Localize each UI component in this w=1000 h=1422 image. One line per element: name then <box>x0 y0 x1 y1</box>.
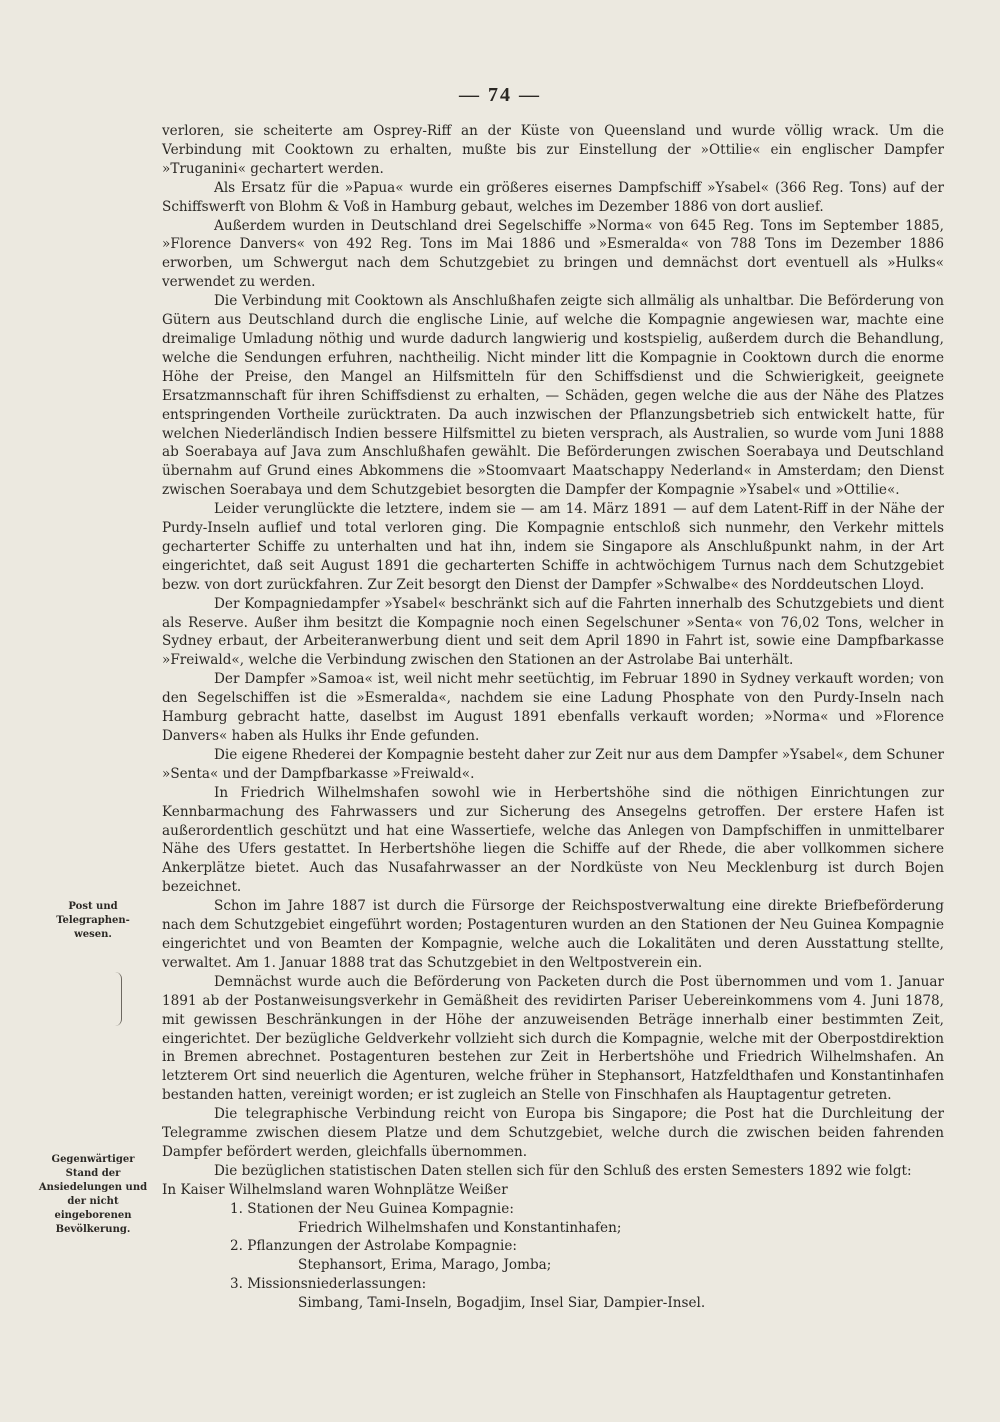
paragraph: Der Kompagniedampfer »Ysabel« beschränkt sich auf die Fahrten innerhalb des Schutzgebiets und dient als Reserve. Außer ihm besitzt die Kompagnie noch einen Segelschuner »Senta« von 76,02 Tons, welcher in Sydney erbaut, der Arbeiteranwerbung dient und seit dem April 1890 in Fahrt ist, sowie eine Dampfbarkasse »Freiwald«, welche die Verbindung zwischen den Stationen an der Astrolabe Bai unterhält. <box>162 595 944 669</box>
paragraph: Außerdem wurden in Deutschland drei Segelschiffe »Norma« von 645 Reg. Tons im September 1885, »Florence Danvers« von 492 Reg. Tons im Mai 1886 und »Esmeralda« von 788 Tons im Dezember 1886 erworben, um Schwergut nach dem Schutzgebiet zu bringen und demnächst dort eventuell als »Hulks« verwendet zu werden. <box>162 217 944 291</box>
body-text <box>162 122 944 1313</box>
list-item-detail: Stephansort, Erima, Marago, Jomba; <box>298 1257 552 1274</box>
paragraph: Als Ersatz für die »Papua« wurde ein größeres eisernes Dampfschiff »Ysabel« (366 Reg. Tons) auf der Schiffswerft von Blohm & Voß in Hamburg gebaut, welches im Dezember 1886 von dort auslief. <box>162 179 944 215</box>
paragraph: Die telegraphische Verbindung reicht von Europa bis Singapore; die Post hat die Durchleitung der Telegramme zwischen diesem Platze und dem Schutzgebiet, welche durch die zwischen beiden fahrenden Dampfer befördert werden, gleichfalls übernommen. <box>162 1106 944 1160</box>
paragraph: Demnächst wurde auch die Beförderung von Packeten durch die Post übernommen und vom 1. Januar 1891 ab der Postanweisungsverkehr in Gemäßheit des revidirten Pariser Uebereinkommens vom 4. Juni 1878, mit gewissen Beschränkungen in der Höhe der anzuweisenden Beträge innerhalb einer bestimmten Zeit, eingerichtet. Der bezügliche Geldverkehr vollzieht sich durch die Kompagnie, welche mit der Oberpostdirektion in Bremen abrechnet. Postagenturen bestehen zur Zeit in Herbertshöhe und Friedrich Wilhelmshafen. An letzterem Ort sind neuerlich die Agenturen, welche früher in Stephansort, Hatzfeldthafen und Konstantinhafen bestanden hatten, vereinigt worden; er ist zugleich an Stelle von Finschhafen als Hauptagentur getreten. <box>162 973 944 1104</box>
paragraph: Leider verunglückte die letztere, indem sie — am 14. März 1891 — auf dem Latent-Riff in der Nähe der Purdy-Inseln auflief und total verloren ging. Die Kompagnie entschloß sich nunmehr, den Verkehr mittels gecharterter Schiffe zu unterhalten und hat ihn, indem sie Singapore als Anschlußpunkt nahm, in der Art eingerichtet, daß seit August 1891 die gecharterten Schiffe in achtwöchigem Turnus nach dem Schutzgebiet bezw. von dort zurückfahren. Zur Zeit besorgt den Dienst der Dampfer »Schwalbe« des Norddeutschen Lloyd. <box>162 501 944 593</box>
list-item-detail: Simbang, Tami-Inseln, Bogadjim, Insel Siar, Dampier-Insel. <box>298 1295 706 1312</box>
list-item-label: 2. Pflanzungen der Astrolabe Kompagnie: <box>230 1238 517 1255</box>
list-heading: In Kaiser Wilhelmsland waren Wohnplätze Weißer <box>162 1181 508 1198</box>
margin-note-stand: Gegenwärtiger Stand der Ansiedelungen und der nicht eingeborenen Bevölkerung. <box>38 1154 148 1235</box>
paragraph: Schon im Jahre 1887 ist durch die Fürsorge der Reichspostverwaltung eine direkte Briefbeförderung nach dem Schutzgebiet eingeführt worden; Postagenturen wurden an den Stationen der Neu Guinea Kompagnie eingerichtet und von Beamten der Kompagnie, welche auch die Lokalitäten und deren Ausstattung stellte, verwaltet. Am 1. Januar 1888 trat das Schutzgebiet in den Weltpostverein ein. <box>162 898 944 971</box>
paragraph: In Friedrich Wilhelmshafen sowohl wie in Herbertshöhe sind die nöthigen Einrichtungen zur Kennbarmachung des Fahrwassers und zur Sicherung des Ansegelns getroffen. Der erstere Hafen ist außerordentlich geschützt und hat eine Wassertiefe, welche das Anlegen von Dampfschiffen in unmittelbarer Nähe des Ufers gestattet. In Herbertshöhe liegen die Schiffe auf der Rhede, die aber vollkommen sichere Ankerplätze bietet. Auch das Nusafahrwasser an der Nordküste von Neu Mecklenburg ist durch Bojen bezeichnet. <box>162 784 944 896</box>
list-item-label: 3. Missionsniederlassungen: <box>230 1276 427 1293</box>
paragraph: verloren, sie scheiterte am Osprey-Riff an der Küste von Queensland und wurde völlig wrack. Um die Verbindung mit Cooktown zu erhalten, mußte bis zur Einstellung der »Ottilie« ein englischer Dampfer »Truganini« gechartert werden. <box>162 123 944 177</box>
page-number: — 74 — <box>459 84 541 106</box>
paragraph: Die Verbindung mit Cooktown als Anschlußhafen zeigte sich allmälig als unhaltbar. Die Beförderung von Gütern aus Deutschland durch die englische Linie, auf welche die Kompagnie angewiesen war, machte eine dreimalige Umladung nöthig und wurde dadurch langwierig und kostspielig, außerdem durch die Behandlung, welche die Sendungen erfuhren, nachtheilig. Nicht minder litt die Kompagnie in Cooktown durch die enorme Höhe der Preise, den Mangel an Hilfsmitteln für den Schiffsdienst und die Schwierigkeit, geeignete Ersatzmannschaft für ihren Schiffsdienst zu erhalten, — Schäden, gegen welche die aus der Nähe des Platzes entspringenden Vortheile zurücktraten. Da auch inzwischen der Pflanzungsbetrieb sich entwickelt hatte, für welchen Niederländisch Indien bessere Hilfsmittel zu bieten versprach, als Australien, so wurde vom Juni 1888 ab Soerabaya auf Java zum Anschlußhafen gewählt. Die Beförderungen zwischen Soerabaya und Deutschland übernahm auf Grund eines Abkommens die »Stoomvaart Maatschappy Nederland« in Amsterdam; den Dienst zwischen Soerabaya und dem Schutzgebiet besorgten die Dampfer der Kompagnie »Ysabel« und »Ottilie«. <box>162 293 944 499</box>
paragraph: Die bezüglichen statistischen Daten stellen sich für den Schluß des ersten Semesters 1892 wie folgt: <box>214 1162 912 1179</box>
paragraph: Der Dampfer »Samoa« ist, weil nicht mehr seetüchtig, im Februar 1890 in Sydney verkauft worden; von den Segelschiffen ist die »Esmeralda«, nachdem sie eine Ladung Phosphate von den Purdy-Inseln nach Hamburg gebracht hatte, daselbst im August 1891 ebenfalls verkauft worden; »Norma« und »Florence Danvers« haben als Hulks ihr Ende gefunden. <box>162 671 944 744</box>
list-item-label: 1. Stationen der Neu Guinea Kompagnie: <box>230 1200 514 1217</box>
margin-bracket <box>115 972 122 1026</box>
margin-note-post: Post und Telegraphen-wesen. <box>56 901 130 940</box>
paragraph: Die eigene Rhederei der Kompagnie besteht daher zur Zeit nur aus dem Dampfer »Ysabel«, dem Schuner »Senta« und der Dampfbarkasse »Freiwald«. <box>162 746 944 782</box>
list-item-detail: Friedrich Wilhelmshafen und Konstantinhafen; <box>298 1219 622 1236</box>
